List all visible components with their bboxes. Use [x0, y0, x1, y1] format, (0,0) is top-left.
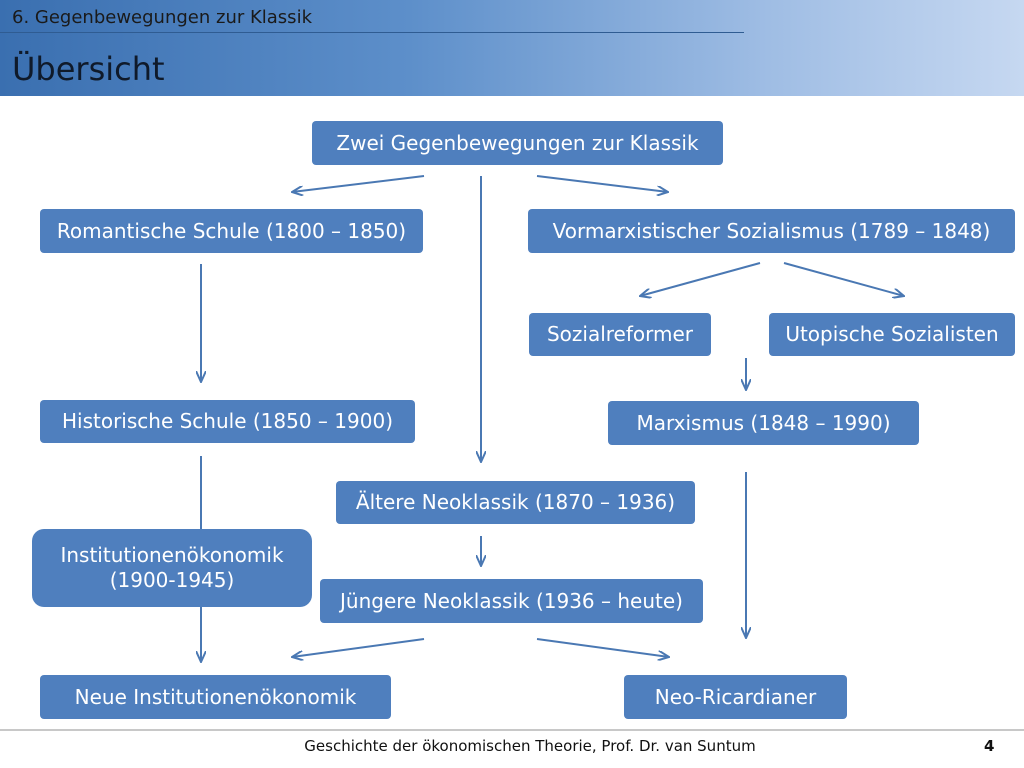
arrow-juengere-to-neoricardianer	[537, 639, 669, 657]
page-title: Übersicht	[12, 50, 165, 88]
section-title: 6. Gegenbewegungen zur Klassik	[12, 7, 312, 28]
arrow-root-to-romantische	[292, 176, 424, 192]
arrow-root-to-vormarx	[537, 176, 668, 192]
node-vormarxistischer-sozialismus: Vormarxistischer Sozialismus (1789 – 1848)	[528, 209, 1015, 253]
arrow-vormarx-to-sozialreformer	[640, 263, 760, 296]
node-romantische-schule: Romantische Schule (1800 – 1850)	[40, 209, 423, 253]
arrow-juengere-to-neue	[292, 639, 424, 657]
node-sozialreformer: Sozialreformer	[529, 313, 711, 356]
node-juengere-neoklassik: Jüngere Neoklassik (1936 – heute)	[320, 579, 703, 623]
footer-divider	[0, 729, 1024, 731]
node-neue-institutionenoekonomik: Neue Institutionenökonomik	[40, 675, 391, 719]
page-number: 4	[984, 737, 995, 755]
node-marxismus: Marxismus (1848 – 1990)	[608, 401, 919, 445]
node-root: Zwei Gegenbewegungen zur Klassik	[312, 121, 723, 165]
node-neo-ricardianer: Neo-Ricardianer	[624, 675, 847, 719]
node-historische-schule: Historische Schule (1850 – 1900)	[40, 400, 415, 443]
node-utopische-sozialisten: Utopische Sozialisten	[769, 313, 1015, 356]
node-institutionenoekonomik: Institutionenökonomik (1900-1945)	[32, 529, 312, 607]
arrow-vormarx-to-utopische	[784, 263, 904, 296]
node-aeltere-neoklassik: Ältere Neoklassik (1870 – 1936)	[336, 481, 695, 524]
footer-text: Geschichte der ökonomischen Theorie, Prof. Dr. van Suntum	[304, 737, 756, 755]
